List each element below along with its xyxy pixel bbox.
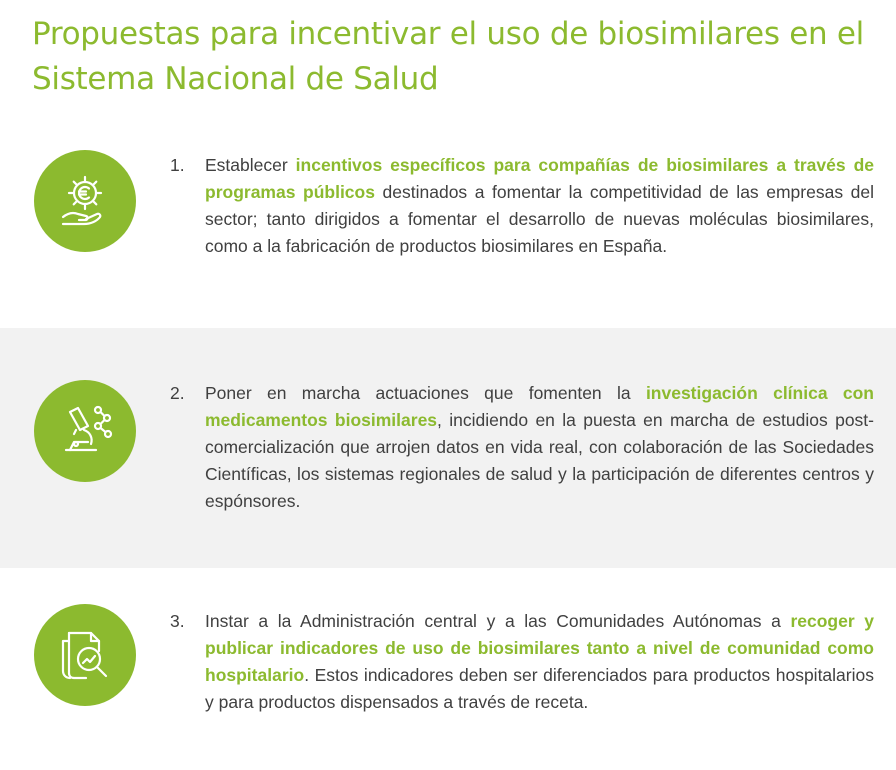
proposal-2-highlight: investigación clínica con medicamentos biosimilares	[205, 383, 874, 430]
proposal-2-text	[205, 380, 874, 515]
proposal-3	[170, 608, 874, 716]
proposal-2-number: 2.	[170, 383, 185, 403]
proposal-1-number: 1.	[170, 155, 185, 175]
page-title: Propuestas para incentivar el uso de biosimilares en el Sistema Nacional de Salud	[32, 16, 864, 97]
proposal-1-section	[0, 130, 896, 328]
proposal-2	[170, 380, 874, 515]
proposal-3-section	[0, 568, 896, 770]
proposal-3-detail: . Estos indicadores deben ser diferenciados para productos hospitalarios y para productos dispensados a través de receta.	[205, 665, 874, 712]
proposal-1-highlight: incentivos específicos para compañías de biosimilares a través de programas públicos	[205, 155, 874, 202]
proposal-3-intro: Instar a la Administración central y a las Comunidades Autónomas a	[205, 611, 791, 631]
proposal-1-detail: destinados a fomentar la competitividad de las empresas del sector; tanto dirigidos a fomentar el desarrollo de nuevas moléculas biosimilares, como a la fabricación de productos biosimilares en España.	[205, 182, 874, 256]
proposal-2-intro: Poner en marcha actuaciones que fomenten la	[205, 383, 646, 403]
proposal-1-intro: Establecer	[205, 155, 296, 175]
proposal-2-section	[0, 328, 896, 568]
proposal-1	[170, 152, 874, 260]
proposal-2-detail: , incidiendo en la puesta en marcha de estudios post-comercialización que arrojen datos en vida real, con colaboración de las Sociedades Científicas, los sistemas regionales de salud y la participación de diferentes centros y espónsores.	[205, 410, 874, 511]
proposal-3-number: 3.	[170, 611, 185, 631]
euro-gear-hand-icon	[34, 150, 136, 252]
proposal-3-highlight: recoger y publicar indicadores de uso de biosimilares tanto a nivel de comunidad como hospitalario	[205, 611, 874, 685]
microscope-molecule-icon	[34, 380, 136, 482]
document-analytics-icon	[34, 604, 136, 706]
proposal-3-text	[205, 608, 874, 716]
proposal-1-text	[205, 152, 874, 260]
